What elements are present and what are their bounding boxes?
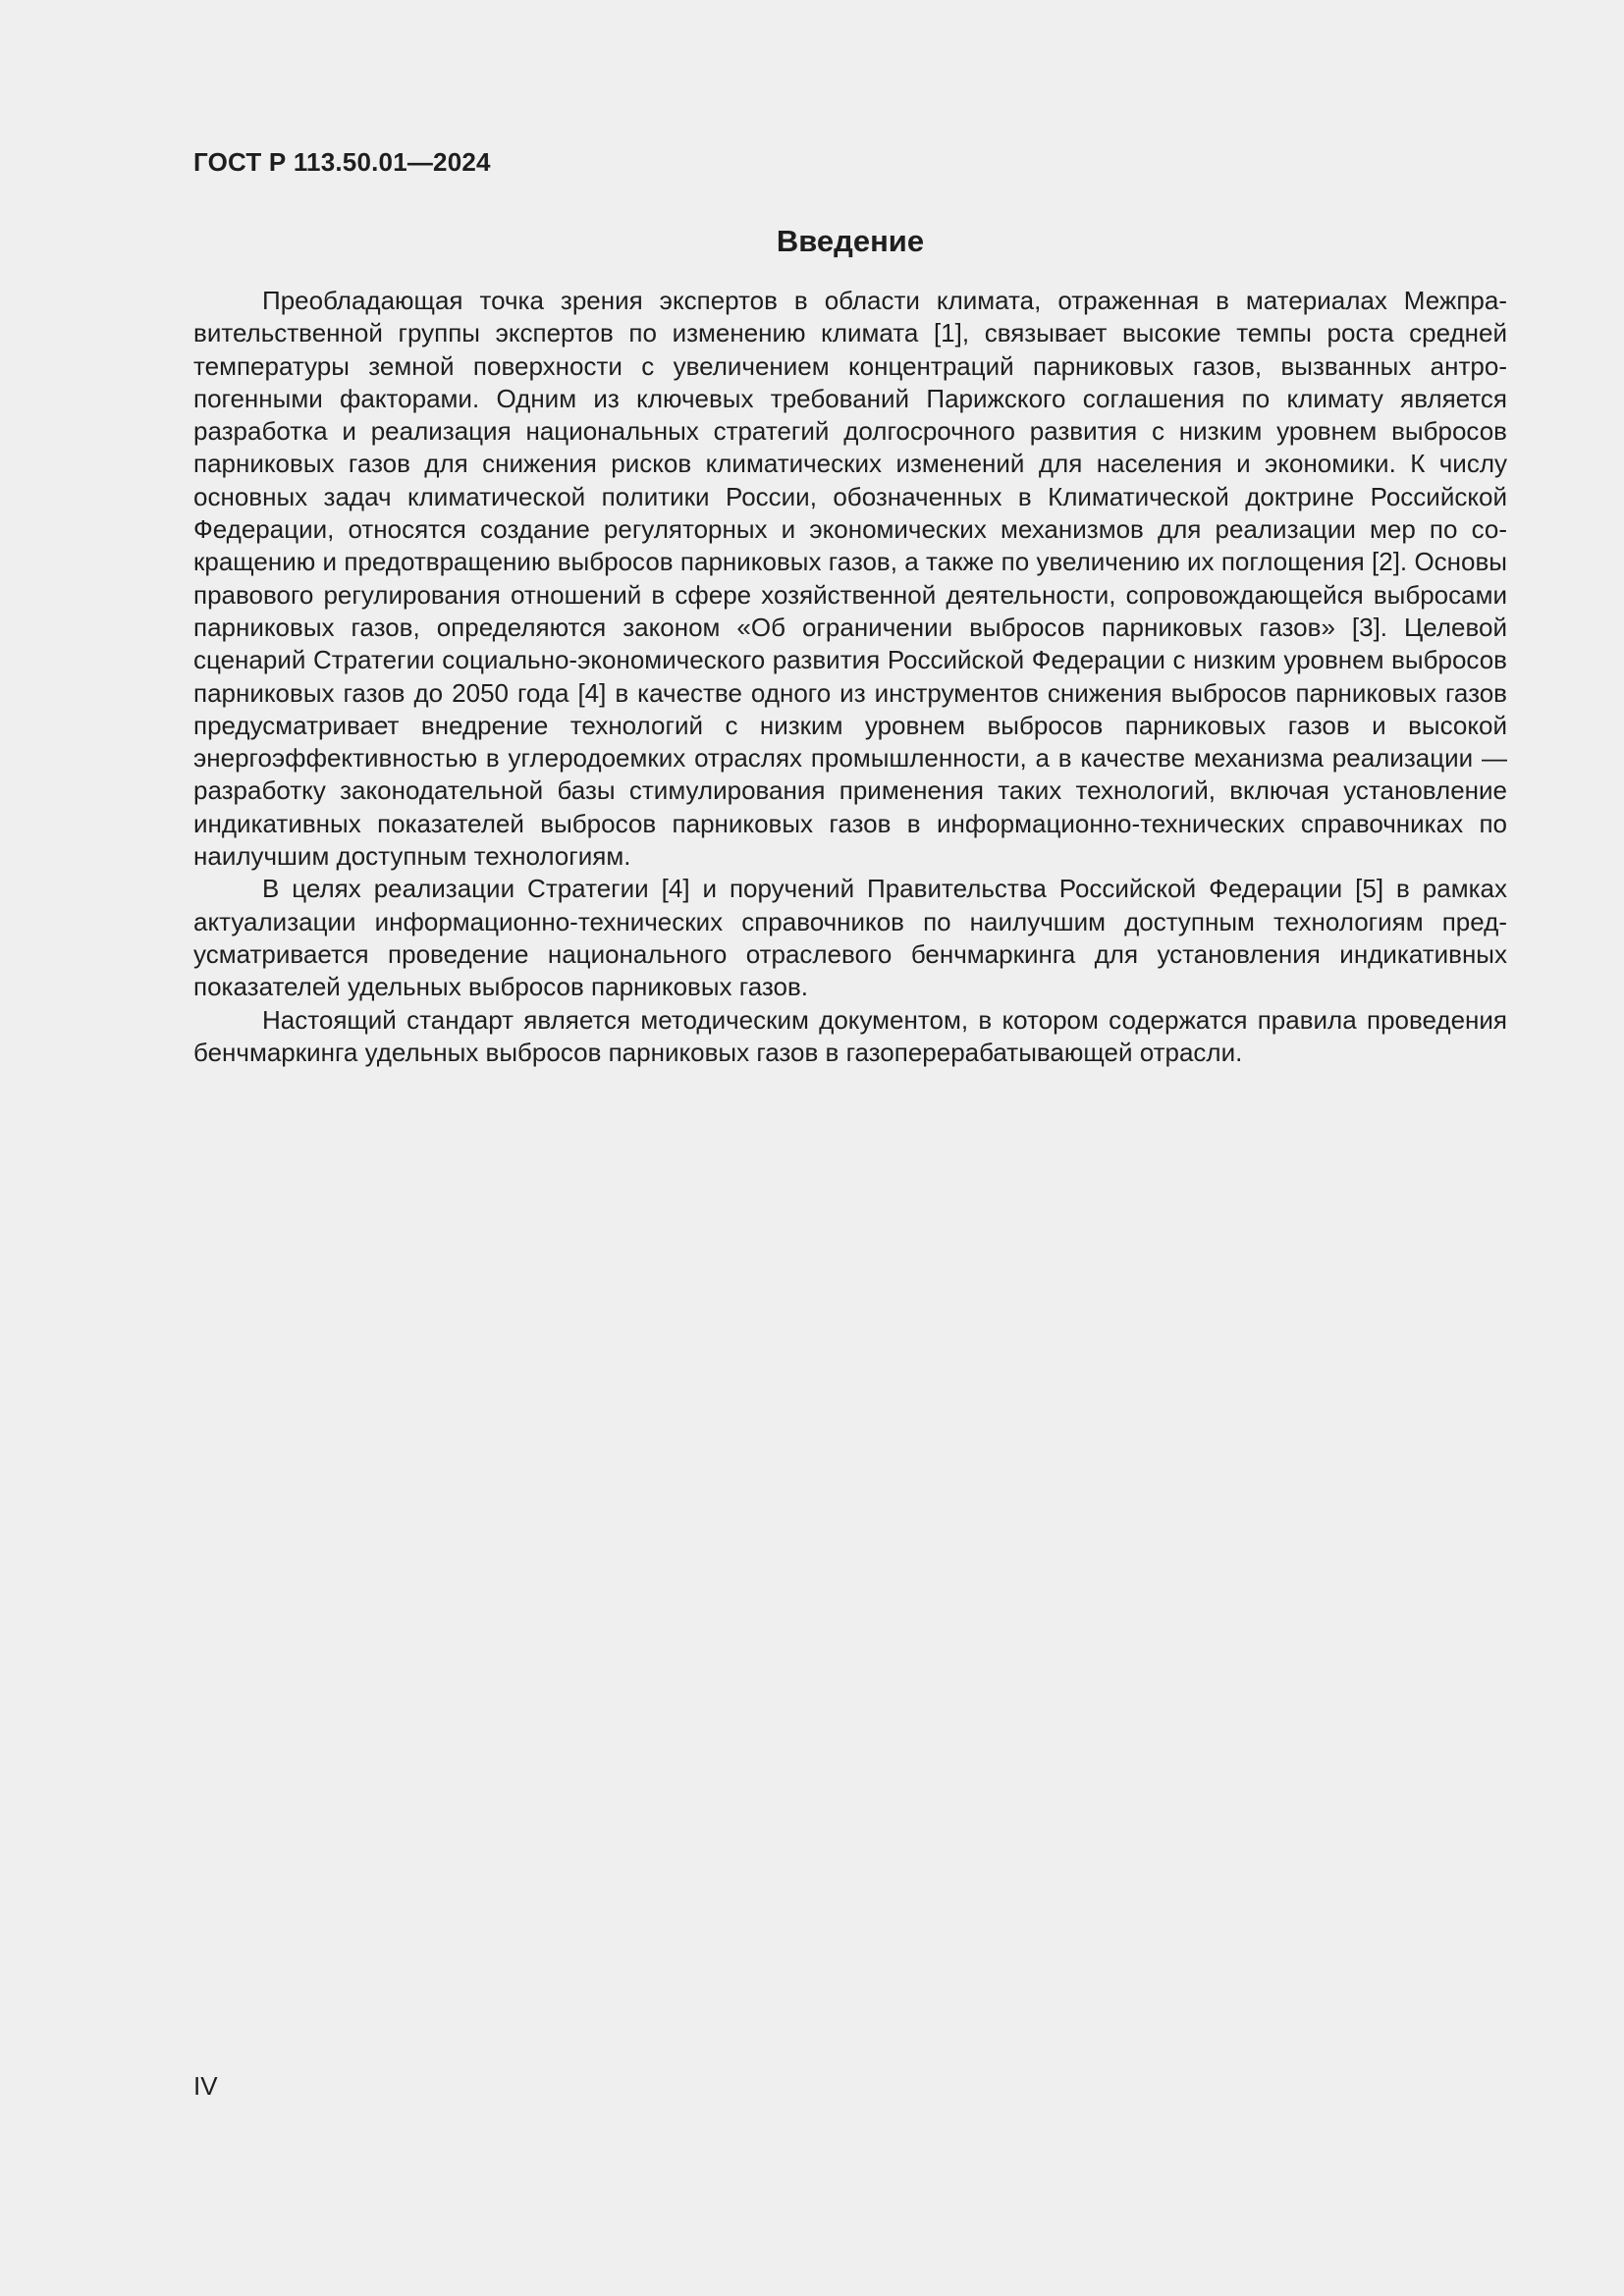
paragraph: Настоящий стандарт является методическим документом, в котором содержатся правила проведения бенчмаркинга удельных выбросов парниковых газов в газоперерабатывающей отрасли.	[193, 1004, 1507, 1067]
document-standard-code: ГОСТ Р 113.50.01—2024	[193, 147, 491, 177]
page-number: IV	[193, 2071, 218, 2101]
body-text	[193, 285, 1507, 1069]
section-title: Введение	[776, 224, 925, 258]
paragraph: В целях реализации Стратегии [4] и поручений Правительства Российской Федерации [5] в рамках актуализации информационно-технических справочников по наилучшим доступным технологиям предусматривается проведение национального отраслевого бенчмаркинга для установления индикативных показателей удельных выбросов парниковых газов.	[193, 874, 1507, 1002]
paragraph: Преобладающая точка зрения экспертов в области климата, отраженная в материалах Межправительственной группы экспертов по изменению климата [1], связывает высокие темпы роста средней температуры земной поверхности с увеличением концентраций парниковых газов, вызванных антропогенными факторами. Одним из ключевых требований Парижского соглашения по климату является разработка и реализация национальных стратегий долгосрочного развития с низким уровнем выбросов парниковых газов для снижения рисков климатических изменений для населения и экономики. К числу основных задач климатической политики России, обозначенных в Климатической доктрине Российской Федерации, относятся создание регуляторных и экономических механизмов для реализации мер по сокращению и предотвращению выбросов парниковых газов, а также по увеличению их поглощения [2]. Основы правового регулирования отношений в сфере хозяйственной деятельности, сопровождающейся выбросами парниковых газов, определяются законом «Об ограничении выбросов парниковых газов» [3]. Целевой сценарий Стратегии социально-экономического развития Российской Федерации с низким уровнем выбросов парниковых газов до 2050 года [4] в качестве одного из инструментов снижения выбросов парниковых газов предусматривает внедрение технологий с низким уровнем выбросов парниковых газов и высокой энергоэффективностью в углеродоемких отраслях промышленности, а в качестве механизма реализации — разработку законодательной базы стимулирования применения таких технологий, включая установление индикативных показателей выбросов парниковых газов в информационно-технических справочниках по наилучшим доступным технологиям.	[193, 286, 1507, 872]
